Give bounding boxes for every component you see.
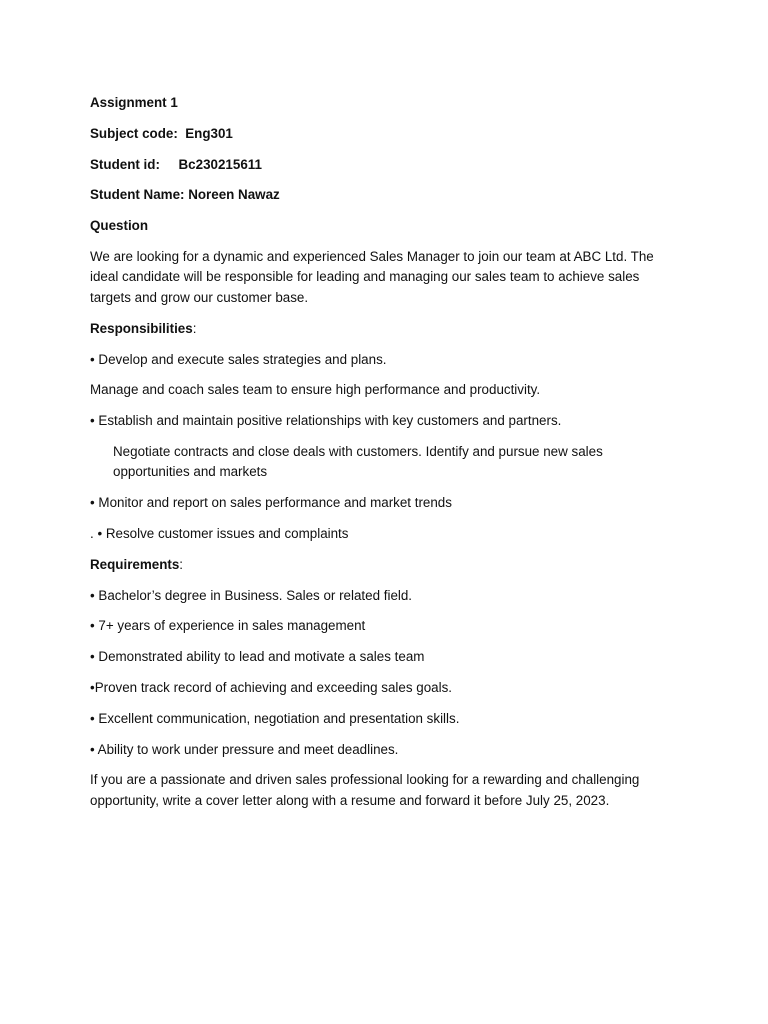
requirement-item: • 7+ years of experience in sales management [90,618,366,634]
responsibility-item: . • Resolve customer issues and complaints [90,526,349,542]
requirements-heading-label: Requirements [90,556,180,572]
responsibility-item: • Establish and maintain positive relationships with key customers and partners. [90,413,562,429]
requirement-item: • Bachelor’s degree in Business. Sales or related field. [90,587,413,603]
requirement-item: • Demonstrated ability to lead and motivate a sales team [90,649,425,665]
responsibilities-heading-label: Responsibilities [90,320,193,336]
student-id: Student id: Bc230215611 [90,156,262,172]
document-body [90,93,670,822]
responsibility-item: • Monitor and report on sales performance and market trends [90,495,452,511]
subject-code: Subject code: Eng301 [90,125,233,141]
responsibility-item: Negotiate contracts and close deals with customers. Identify and pursue new sales opportunities and markets [113,443,603,480]
responsibility-item: Manage and coach sales team to ensure high performance and productivity. [90,382,541,398]
requirement-item: • Excellent communication, negotiation and presentation skills. [90,710,460,726]
responsibilities-heading [90,319,670,340]
responsibility-item: • Develop and execute sales strategies and plans. [90,351,387,367]
intro-paragraph: We are looking for a dynamic and experienced Sales Manager to join our team at ABC Ltd. The ideal candidate will be responsible for leading and managing our sales team to achieve sales targets and grow our customer base. [90,248,654,305]
requirement-item: •Proven track record of achieving and exceeding sales goals. [90,680,452,696]
assignment-title: Assignment 1 [90,95,178,110]
requirement-item: • Ability to work under pressure and meet deadlines. [90,741,399,757]
responsibilities-heading-colon: : [192,320,197,336]
question-heading: Question [90,218,149,234]
requirements-heading [90,555,670,576]
closing-paragraph: If you are a passionate and driven sales professional looking for a rewarding and challenging opportunity, write a cover letter along with a resume and forward it before July 25, 2023. [90,772,640,808]
student-name: Student Name: Noreen Nawaz [90,187,280,203]
requirements-heading-colon: : [179,556,184,572]
